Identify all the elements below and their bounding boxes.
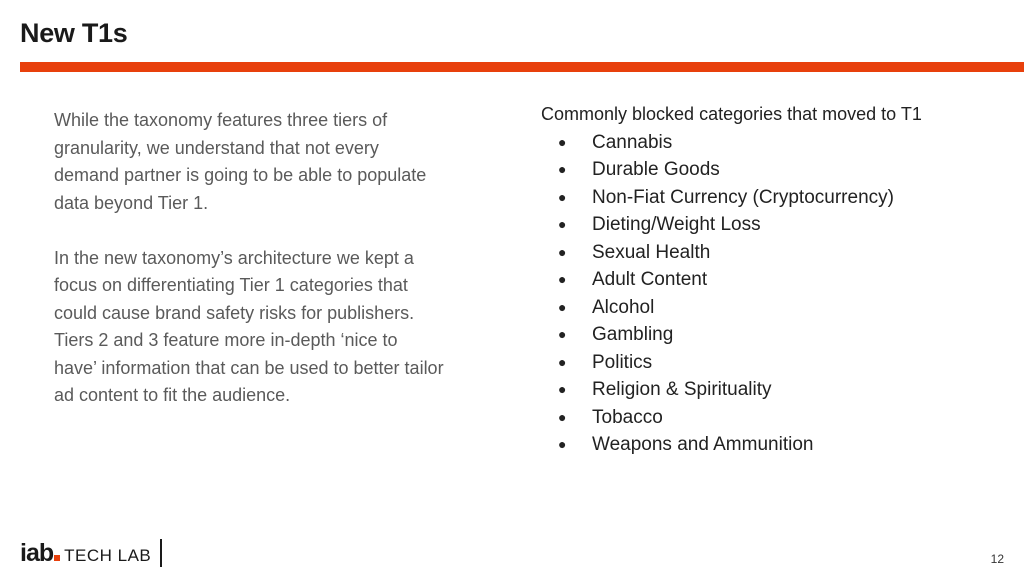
- list-item: [541, 129, 1011, 157]
- list-item-label: Weapons and Ammunition: [592, 434, 814, 455]
- bullet-icon: ●: [558, 408, 567, 425]
- bullet-icon: ●: [558, 436, 567, 452]
- bullet-icon: ●: [558, 271, 567, 287]
- list-item-label: Politics: [592, 351, 653, 373]
- bullet-icon: ●: [558, 353, 567, 370]
- list-item: [541, 294, 1011, 322]
- list-item-label: Adult Content: [592, 269, 708, 290]
- list-item: [541, 376, 1011, 404]
- bullet-icon: ●: [558, 298, 567, 315]
- list-item: [541, 431, 1011, 459]
- bullet-icon: ●: [558, 381, 567, 397]
- list-item: [541, 156, 1011, 184]
- logo-dot-icon: [54, 555, 60, 561]
- slide-title: New T1s: [20, 18, 128, 48]
- list-item-label: Durable Goods: [592, 159, 720, 180]
- list-item-label: Cannabis: [592, 131, 673, 153]
- intro-paragraph-1: While the taxonomy features three tiers of granularity, we understand that not every demand partner is going to be able to populate data beyond Tier 1.: [54, 110, 427, 213]
- list-item: [541, 321, 1011, 349]
- bullet-icon: ●: [558, 188, 567, 205]
- list-item-label: Alcohol: [592, 296, 655, 318]
- bullet-icon: ●: [558, 216, 567, 232]
- list-item-label: Dieting/Weight Loss: [592, 214, 761, 235]
- bullet-icon: ●: [558, 161, 567, 177]
- bullet-icon: ●: [558, 326, 567, 342]
- list-item-label: Tobacco: [592, 406, 663, 428]
- intro-text-block: [54, 107, 444, 410]
- logo-tech-lab-wordmark: TECH LAB: [64, 545, 152, 565]
- list-item: [541, 266, 1011, 294]
- list-item: [541, 239, 1011, 267]
- intro-paragraph-2: In the new taxonomy’s architecture we kept a focus on differentiating Tier 1 categories that could cause brand safety risks for publishers. Tiers 2 and 3 feature more in-depth ‘nice to have’ information that can be used to better tailor ad content to fit the audience.: [54, 247, 444, 405]
- list-item-label: Gambling: [592, 324, 674, 345]
- blocked-categories-block: [541, 101, 1011, 459]
- list-item-label: Religion & Spirituality: [592, 379, 772, 400]
- bullet-icon: ●: [558, 243, 567, 260]
- list-item-label: Sexual Health: [592, 241, 711, 263]
- list-item: [541, 184, 1011, 212]
- list-item-label: Non-Fiat Currency (Cryptocurrency): [592, 186, 894, 208]
- blocked-categories-heading: Commonly blocked categories that moved to T1: [541, 104, 922, 124]
- page-number: 12: [990, 552, 1004, 566]
- iab-tech-lab-logo: [20, 538, 162, 568]
- bullet-icon: ●: [558, 133, 567, 150]
- title-accent-rule: [20, 62, 1024, 72]
- logo-divider-bar: [160, 539, 162, 567]
- blocked-categories-list: [541, 129, 1011, 459]
- logo-iab-wordmark: iab: [20, 538, 54, 567]
- list-item: [541, 349, 1011, 377]
- list-item: [541, 404, 1011, 432]
- list-item: [541, 211, 1011, 239]
